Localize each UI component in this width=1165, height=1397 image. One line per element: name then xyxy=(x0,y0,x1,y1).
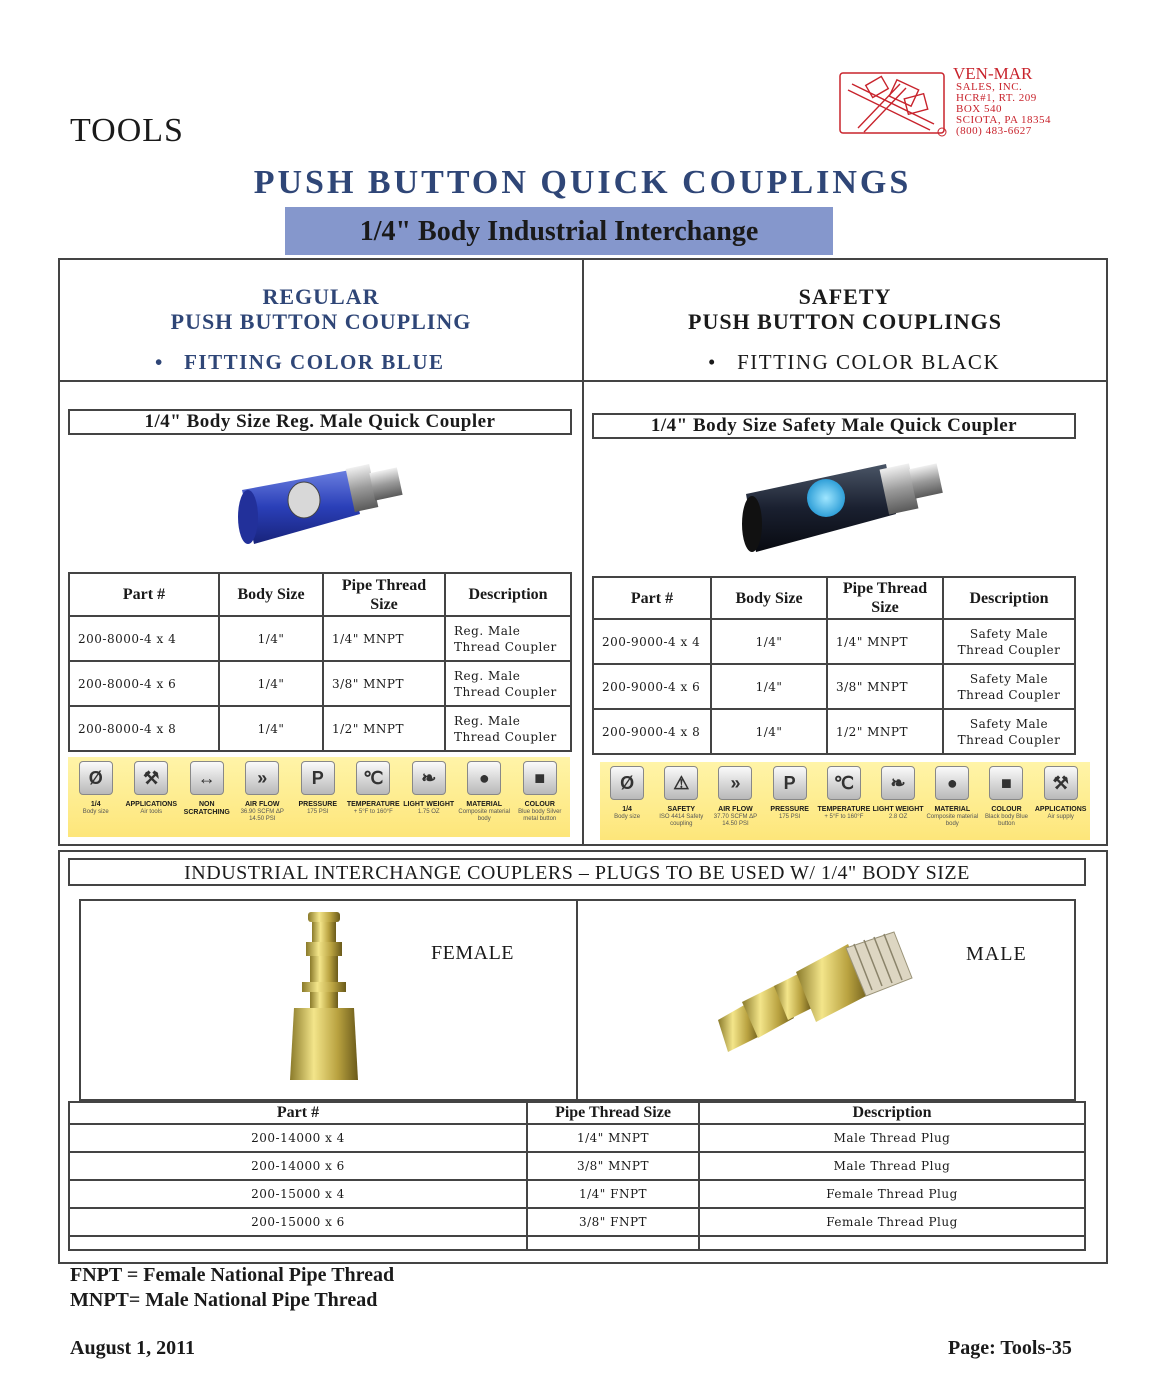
table-row xyxy=(593,664,1075,709)
feature-detail: 36.90 SCFM ΔP 14.50 PSI xyxy=(240,809,284,822)
feature-air-flow xyxy=(708,762,762,828)
feature-safety xyxy=(654,762,708,828)
table-cell: Male Thread Plug xyxy=(699,1152,1085,1180)
female-plug-image xyxy=(284,910,364,1086)
feature-label: AIR FLOW xyxy=(718,806,753,813)
column-header: Part # xyxy=(69,1102,527,1124)
feature-detail: ISO 4414 Safety coupling xyxy=(659,814,704,827)
page-number: Page: Tools-35 xyxy=(948,1337,1072,1359)
diameter-icon: Ø xyxy=(610,766,644,800)
feature-diameter xyxy=(68,757,124,816)
feature-colour xyxy=(979,762,1033,828)
table-cell: 3/8" MNPT xyxy=(323,661,445,706)
table-cell: 3/8" MNPT xyxy=(527,1152,699,1180)
plugs-parts-table xyxy=(68,1101,1086,1251)
feature-label: TEMPERATURE xyxy=(346,801,400,808)
table-cell: Reg. Male Thread Coupler xyxy=(445,661,571,706)
non-scratching-icon: ↔ xyxy=(190,761,224,795)
feature-detail: Composite material body xyxy=(458,809,511,822)
feature-material xyxy=(457,757,513,823)
company-logo xyxy=(838,70,950,138)
feature-label: PRESSURE xyxy=(770,806,809,813)
feature-detail: Composite material body xyxy=(926,814,979,827)
temperature-icon: ℃ xyxy=(827,766,861,800)
company-name: VEN-MAR xyxy=(953,64,1033,83)
air-flow-icon: » xyxy=(245,761,279,795)
column-divider xyxy=(582,260,584,844)
table-row xyxy=(593,619,1075,664)
table-cell: 200-9000-4 x 4 xyxy=(593,619,711,664)
safety-color-bullet: • FITTING COLOR BLACK xyxy=(708,350,1001,374)
column-header: Body Size xyxy=(711,577,827,619)
female-label: FEMALE xyxy=(431,942,514,964)
company-address xyxy=(956,82,1051,137)
feature-detail: Air supply xyxy=(1047,814,1074,820)
table-cell: 200-15000 x 4 xyxy=(69,1180,527,1208)
company-address-line: SCIOTA, PA 18354 xyxy=(956,114,1052,126)
regular-heading: REGULAR PUSH BUTTON COUPLING xyxy=(170,284,472,334)
table-cell: 200-8000-4 x 6 xyxy=(69,661,219,706)
colour-icon: ■ xyxy=(989,766,1023,800)
table-cell: Safety Male Thread Coupler xyxy=(943,664,1075,709)
feature-pressure xyxy=(290,757,346,816)
feature-colour xyxy=(512,757,568,823)
table-row xyxy=(69,1180,1085,1208)
table-cell: 1/4" MNPT xyxy=(827,619,943,664)
feature-non-scratching xyxy=(179,757,235,817)
pressure-icon: P xyxy=(301,761,335,795)
male-label: MALE xyxy=(966,943,1027,965)
feature-label: AIR FLOW xyxy=(244,801,280,808)
diameter-icon: Ø xyxy=(79,761,113,795)
page-date: August 1, 2011 xyxy=(70,1337,196,1359)
feature-detail: 1.75 OZ xyxy=(417,809,440,815)
column-header: Description xyxy=(699,1102,1085,1124)
note-mnpt: MNPT= Male National Pipe Thread xyxy=(70,1289,378,1311)
regular-caption: 1/4" Body Size Reg. Male Quick Coupler xyxy=(68,409,572,435)
table-cell xyxy=(699,1236,1085,1250)
feature-detail: + 5°F to 160°F xyxy=(353,809,393,815)
feature-detail: 175 PSI xyxy=(779,814,801,820)
feature-light-weight xyxy=(401,757,457,816)
table-cell: 200-14000 x 6 xyxy=(69,1152,527,1180)
plug-image-divider xyxy=(576,901,578,1099)
colour-icon: ■ xyxy=(523,761,557,795)
table-row xyxy=(69,706,571,751)
table-row xyxy=(69,1208,1085,1236)
feature-label: COLOUR xyxy=(991,806,1022,813)
table-cell: 1/4" xyxy=(219,661,323,706)
safety-feature-icons xyxy=(600,762,1090,840)
table-cell: 1/4" xyxy=(219,616,323,661)
table-cell: Female Thread Plug xyxy=(699,1208,1085,1236)
company-address-line: (800) 483-6627 xyxy=(956,125,1032,137)
table-cell: 200-15000 x 6 xyxy=(69,1208,527,1236)
material-icon: ● xyxy=(467,761,501,795)
safety-heading: SAFETY PUSH BUTTON COUPLINGS xyxy=(688,284,1002,334)
regular-color-bullet: • FITTING COLOR BLUE xyxy=(155,350,445,374)
table-row xyxy=(69,1152,1085,1180)
table-row xyxy=(69,616,571,661)
feature-label: LIGHT WEIGHT xyxy=(872,806,924,813)
column-header: Description xyxy=(445,573,571,616)
feature-detail: Blue body Silver metal button xyxy=(518,809,562,822)
header-divider xyxy=(60,380,1106,382)
column-header: Pipe Thread Size xyxy=(323,573,445,616)
pressure-icon: P xyxy=(773,766,807,800)
temperature-icon: ℃ xyxy=(356,761,390,795)
feature-label: 1/4 xyxy=(622,806,632,813)
table-cell: 1/4" FNPT xyxy=(527,1180,699,1208)
table-row xyxy=(69,1124,1085,1152)
column-header: Pipe Thread Size xyxy=(527,1102,699,1124)
column-header: Body Size xyxy=(219,573,323,616)
feature-detail: 175 PSI xyxy=(307,809,329,815)
table-cell: Male Thread Plug xyxy=(699,1124,1085,1152)
feature-detail: Air tools xyxy=(140,809,163,815)
safety-coupler-image xyxy=(736,452,946,562)
feature-detail: Black body Blue button xyxy=(984,814,1028,827)
table-cell: 200-8000-4 x 8 xyxy=(69,706,219,751)
table-cell xyxy=(527,1236,699,1250)
safety-parts-table xyxy=(592,576,1076,755)
feature-label: COLOUR xyxy=(524,801,555,808)
table-cell: Safety Male Thread Coupler xyxy=(943,619,1075,664)
page-title: PUSH BUTTON QUICK COUPLINGS xyxy=(253,164,912,201)
feature-detail: 37.70 SCFM ΔP 14.50 PSI xyxy=(713,814,758,827)
table-cell: 1/4" xyxy=(711,709,827,754)
regular-parts-table xyxy=(68,572,572,752)
applications-icon: ⚒ xyxy=(134,761,168,795)
feature-label: APPLICATIONS xyxy=(1034,806,1087,813)
feature-label: MATERIAL xyxy=(934,806,971,813)
air-flow-icon: » xyxy=(718,766,752,800)
company-address-line: SALES, INC. xyxy=(956,81,1023,93)
table-cell: 200-8000-4 x 4 xyxy=(69,616,219,661)
plugs-heading: INDUSTRIAL INTERCHANGE COUPLERS – PLUGS TO BE USED W/ 1/4" BODY SIZE xyxy=(68,858,1086,886)
table-cell: 1/2" MNPT xyxy=(827,709,943,754)
column-header: Description xyxy=(943,577,1075,619)
material-icon: ● xyxy=(935,766,969,800)
table-cell: 1/4" MNPT xyxy=(527,1124,699,1152)
feature-label: 1/4 xyxy=(90,801,101,808)
feature-label: MATERIAL xyxy=(466,801,503,808)
table-cell: 1/4" xyxy=(219,706,323,751)
feature-diameter xyxy=(600,762,654,821)
table-cell: 1/4" xyxy=(711,619,827,664)
feature-label: PRESSURE xyxy=(298,801,337,808)
note-fnpt: FNPT = Female National Pipe Thread xyxy=(70,1264,395,1286)
feature-pressure xyxy=(763,762,817,821)
company-address-line: HCR#1, RT. 209 xyxy=(956,92,1037,104)
table-row xyxy=(69,1236,1085,1250)
feature-light-weight xyxy=(871,762,925,821)
feature-label: NON SCRATCHING xyxy=(183,801,230,816)
table-cell: Reg. Male Thread Coupler xyxy=(445,616,571,661)
feature-detail: + 5°F to 160°F xyxy=(824,814,864,820)
table-cell: 1/4" xyxy=(711,664,827,709)
column-header: Part # xyxy=(593,577,711,619)
feature-detail: 2.8 OZ xyxy=(888,814,908,820)
table-cell xyxy=(69,1236,527,1250)
company-address-line: BOX 540 xyxy=(956,103,1002,115)
table-cell: 3/8" FNPT xyxy=(527,1208,699,1236)
regular-coupler-image xyxy=(232,452,412,552)
table-cell: 200-9000-4 x 6 xyxy=(593,664,711,709)
light-weight-icon: ❧ xyxy=(412,761,446,795)
male-plug-image xyxy=(708,928,928,1068)
table-cell: Safety Male Thread Coupler xyxy=(943,709,1075,754)
table-cell: Reg. Male Thread Coupler xyxy=(445,706,571,751)
feature-applications xyxy=(124,757,180,816)
table-cell: 1/4" MNPT xyxy=(323,616,445,661)
table-cell: 200-9000-4 x 8 xyxy=(593,709,711,754)
table-cell: 200-14000 x 4 xyxy=(69,1124,527,1152)
bullet-icon: • xyxy=(155,350,185,374)
feature-detail: Body size xyxy=(82,809,109,815)
feature-detail: Body size xyxy=(614,814,641,820)
feature-air-flow xyxy=(235,757,291,823)
feature-label: SAFETY xyxy=(667,806,696,813)
section-title: TOOLS xyxy=(70,112,184,149)
feature-label: TEMPERATURE xyxy=(817,806,871,813)
bullet-icon: • xyxy=(708,350,738,374)
light-weight-icon: ❧ xyxy=(881,766,915,800)
column-header: Pipe Thread Size xyxy=(827,577,943,619)
feature-temperature xyxy=(817,762,871,821)
regular-feature-icons xyxy=(68,757,570,837)
column-header: Part # xyxy=(69,573,219,616)
table-row xyxy=(593,709,1075,754)
feature-label: APPLICATIONS xyxy=(125,801,178,808)
feature-label: LIGHT WEIGHT xyxy=(403,801,455,808)
feature-temperature xyxy=(346,757,402,816)
table-cell: 3/8" MNPT xyxy=(827,664,943,709)
feature-applications xyxy=(1034,762,1088,821)
table-row xyxy=(69,661,571,706)
safety-caption: 1/4" Body Size Safety Male Quick Coupler xyxy=(592,413,1076,439)
table-cell: 1/2" MNPT xyxy=(323,706,445,751)
safety-icon: ⚠ xyxy=(664,766,698,800)
applications-icon: ⚒ xyxy=(1044,766,1078,800)
page-subtitle: 1/4" Body Industrial Interchange xyxy=(285,207,833,255)
table-cell: Female Thread Plug xyxy=(699,1180,1085,1208)
feature-material xyxy=(925,762,979,828)
